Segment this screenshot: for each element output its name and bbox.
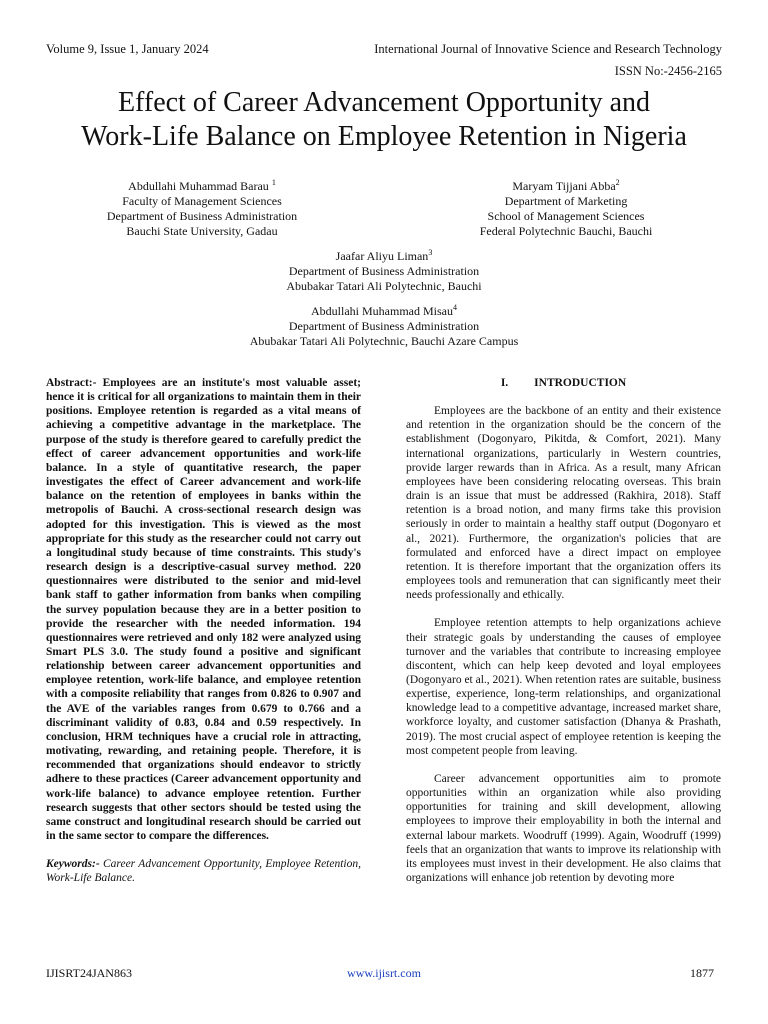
- author-affiliation: Bauchi State University, Gadau: [126, 224, 278, 238]
- section-title: INTRODUCTION: [534, 377, 627, 389]
- paragraph: Employee retention attempts to help organizations achieve their strategic goals by understanding the causes of employee turnover and the variables that contribute to increasing employee discontent, which can help keep devoted and loyal employees (Dogonyaro et al., 2021). When retention rates are suitable, business expertise, experience, long-term relationships, and organizational knowledge lead to a competitive advantage, increased market share, workforce loyalty, and customer satisfaction (Dhanya & Prashath, 2019). The most crucial aspect of employee retention is keeping the most competent people from leaving.: [406, 617, 721, 757]
- volume-info: Volume 9, Issue 1, January 2024: [46, 42, 209, 56]
- author-name: Jaafar Aliyu Liman$^3$: [335, 248, 433, 263]
- title-line-1: Effect of Career Advancement Opportunity and: [117, 87, 651, 118]
- author-block-2: [430, 179, 702, 239]
- right-column: [406, 376, 721, 899]
- paper-code: IJISRT24JAN863: [46, 966, 132, 980]
- section-number: I.: [500, 377, 509, 389]
- author-name: Abdullahi Muhammad Misau$^4$: [311, 303, 457, 318]
- author-affiliation: Department of Business Administration: [288, 264, 480, 278]
- author-block-3: [234, 249, 534, 294]
- author-affiliation: Department of Marketing: [504, 194, 628, 208]
- author-affiliation: Department of Business Administration: [106, 209, 298, 223]
- author-affiliation: Abubakar Tatari Ali Polytechnic, Bauchi: [286, 279, 482, 293]
- author-affiliation: School of Management Sciences: [487, 209, 645, 223]
- author-affiliation: Faculty of Management Sciences: [122, 194, 282, 208]
- author-affiliation: Department of Business Administration: [288, 319, 480, 333]
- journal-url-link[interactable]: www.ijisrt.com: [347, 966, 421, 980]
- section-heading: [406, 376, 721, 390]
- author-block-4: [184, 304, 584, 349]
- journal-name: International Journal of Innovative Science and Research Technology: [374, 42, 722, 56]
- issn: ISSN No:-2456-2165: [614, 64, 722, 78]
- author-affiliation: Abubakar Tatari Ali Polytechnic, Bauchi Azare Campus: [249, 334, 519, 348]
- abstract: Abstract:- Employees are an institute's most valuable asset; hence it is critical for all organizations to maintain them in their positions. Employee retention is regarded as a vital means of achieving a competitive advantage in the marketplace. The purpose of the study is therefore geared to carefully predict the effect of career advancement opportunities and work-life balance. In a style of quantitative research, the paper investigates the effect of Career advancement and work-life balance on the retention of employees in banks within the metropolis of Bauchi. A cross-sectional research design was adopted for this investigation. This is viewed as the most appropriate for this study as the researcher could not carry out a longitudinal study because of time constraints. This study's research design is a descriptive-casual survey method. 220 questionnaires were distributed to the senior and mid-level bank staff to gather information from banks when compiling the survey population because they are in a better position to provide the researcher with the needed information. 194 questionnaires were retrieved and only 182 were analyzed using Smart PLS 3.0. The study found a positive and significant relationship between career advancement opportunities and employee retention, work-life balance, and employee retention with a composite reliability that ranges from 0.826 to 0.907 and the AVE of the variables ranges from 0.679 to 0.766 and a discriminant validity of 0.83, 0.84 and 0.59 respectively. In conclusion, HRM techniques have a crucial role in attracting, motivating, rewarding, and retaining people. Therefore, it is recommended that organizations should endeavor to strictly adhere to these practices (Career advancement opportunity and work-life balance) to advance employee retention. Further research suggests that other sectors should be tested using the same construct and longitudinal research should be carried out in the same sector to compare the differences.: [46, 377, 361, 842]
- author-affiliation: Federal Polytechnic Bauchi, Bauchi: [479, 224, 653, 238]
- author-name: Maryam Tijjani Abba$^2$: [512, 178, 620, 193]
- page-number: 1877: [690, 966, 714, 980]
- keywords-label: Keywords:-: [46, 858, 100, 871]
- paragraph: Employees are the backbone of an entity and their existence and retention in the organization should be the concern of the establishment (Dogonyaro, Pikitda, & Comfort, 2021). Many international organizations, particularly in Western countries, provide larger rewards than in Africa. As a result, many African employees have been considering relocating overseas. This brain drain is an issue that must be addressed (Rakhira, 2018). Staff retention is a broad notion, and many firms take this provision seriously in order to maintain a healthy staff output (Dogonyaro et al., 2021). Furthermore, the organization's policies that are formulated and enforced have a direct impact on employee retention. It is therefore important that the organization offers its employees tools and remuneration that can significantly meet their needs professionally and ethically.: [406, 405, 721, 602]
- keywords: [46, 857, 361, 885]
- author-block-1: [82, 179, 322, 239]
- paragraph: Career advancement opportunities aim to promote opportunities within an organization while also providing opportunities for training and skill development, allowing employees to improve their employability in both the internal and external labour markets. Woodruff (1999). Again, Woodruff (1999) feels that an organization that wants to improve its relationship with its employees must invest in their development. He also claims that organizations will enhance job retention by devoting more: [406, 772, 721, 884]
- title-line-2: Work-Life Balance on Employee Retention in Nigeria: [81, 121, 687, 152]
- left-column: [46, 376, 361, 885]
- keywords-text: Career Advancement Opportunity, Employee Retention, Work-Life Balance.: [46, 858, 361, 885]
- author-name: Abdullahi Muhammad Barau $^1$: [128, 178, 276, 193]
- paper-title: [30, 86, 738, 154]
